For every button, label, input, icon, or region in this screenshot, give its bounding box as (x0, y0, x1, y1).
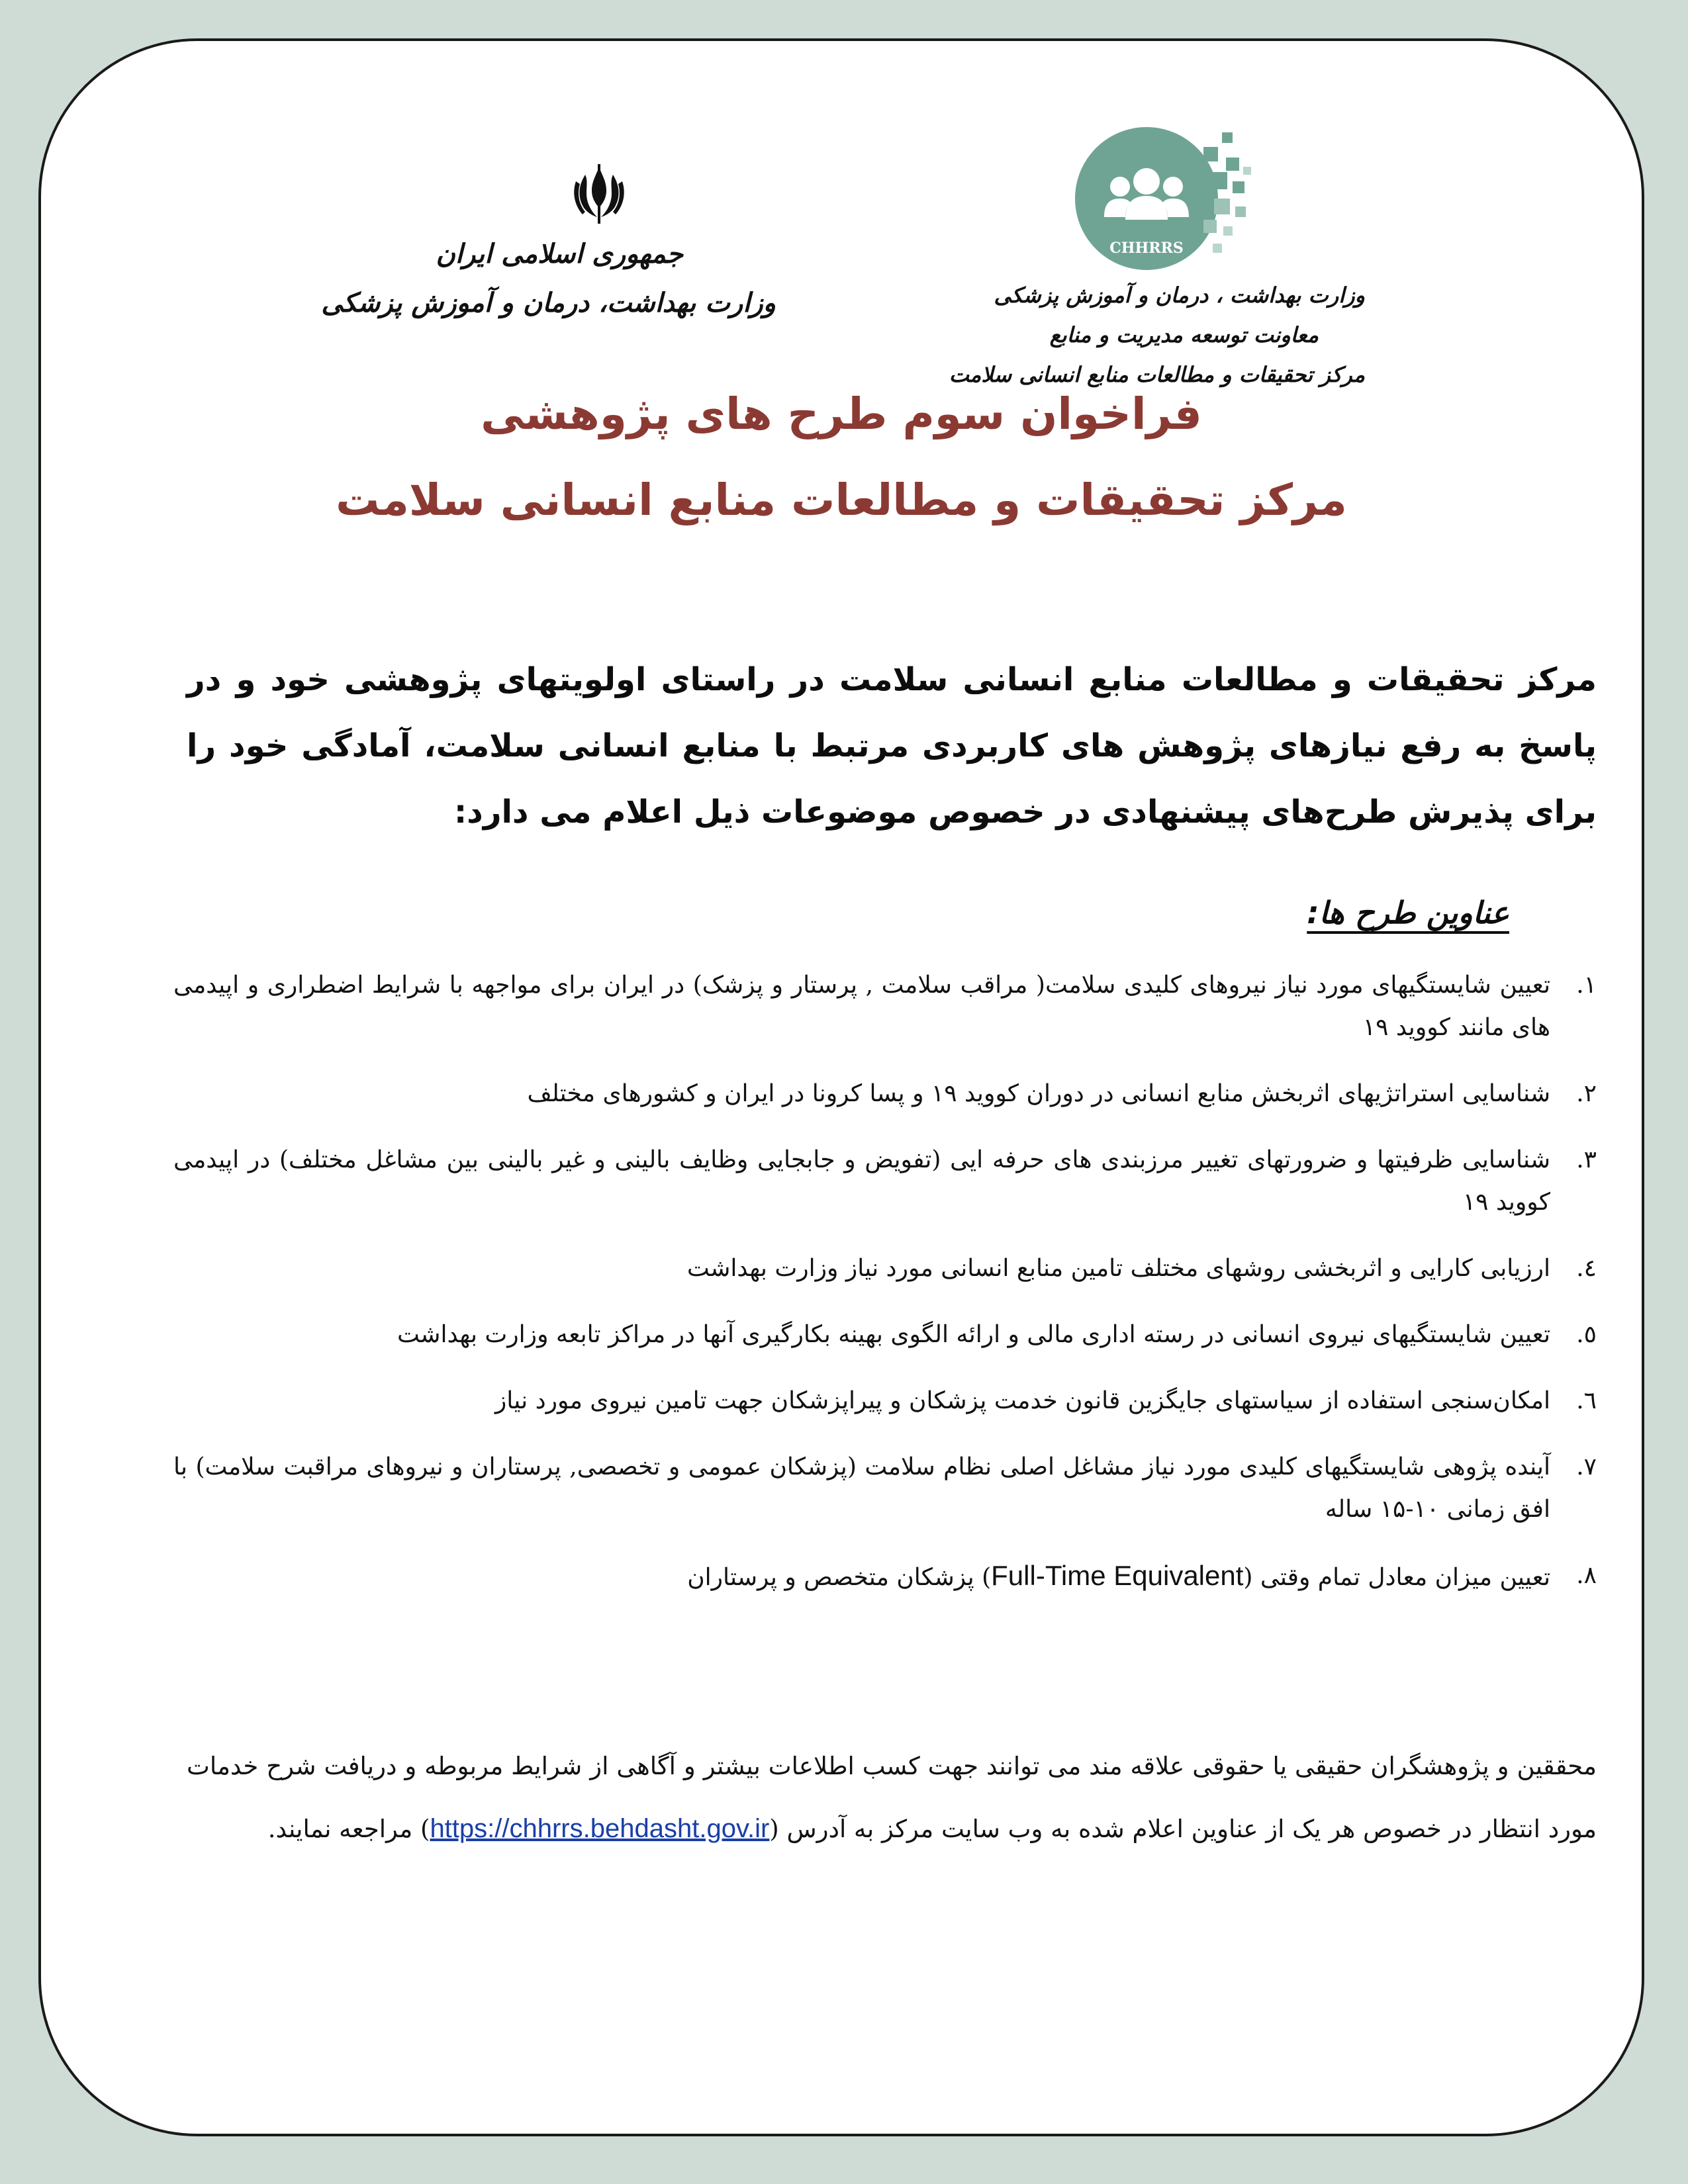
page-subtitle: مرکز تحقیقات و مطالعات منابع انسانی سلامت (336, 475, 1347, 525)
list-item (173, 1073, 1597, 1115)
item-number: ۸. (1576, 1562, 1597, 1589)
center-logo-line2: معاونت توسعه مدیریت و منابع (1049, 322, 1319, 347)
list-item (173, 1555, 1597, 1599)
item-number: ٦. (1576, 1387, 1597, 1414)
iran-emblem-icon (569, 161, 629, 228)
list-item (173, 1248, 1597, 1290)
item-text: شناسایی استراتژیهای اثربخش منابع انسانی در دوران کووید ۱۹ و پسا کرونا در ایران و کشورهای مختلف (527, 1080, 1550, 1107)
closing-text-part1: محققین و پژوهشگران حقیقی یا حقوقی علاقه مند می توانند جهت کسب اطلاعات بیشتر و آگاهی از شرایط مربوطه و دریافت شرح خدمات مورد انتظار در خصوص هر یک از عناوین اعلام شده به وب سایت مرکز به آدرس ( (187, 1752, 1597, 1843)
list-item (173, 1139, 1597, 1224)
item-number: ۷. (1576, 1453, 1597, 1480)
list-item (173, 1380, 1597, 1422)
list-item (173, 964, 1597, 1049)
list-item (173, 1314, 1597, 1356)
ministry-logo (321, 114, 782, 359)
item-text: شناسایی ظرفیتها و ضرورتهای تغییر مرزبندی های حرفه ایی (تفویض و جابجایی وظایف بالینی و غیر بالینی بین مشاغل مختلف) در اپیدمی کووید ۱۹ (173, 1146, 1550, 1216)
document-page (38, 38, 1644, 2136)
item-number: ۲. (1576, 1080, 1597, 1107)
item-number: ٥. (1576, 1321, 1597, 1348)
govt-logo-line1: جمهوری اسلامی ایران (436, 238, 683, 269)
item-text: تعیین شایستگیهای نیروی انسانی در رسته اداری مالی و ارائه الگوی بهینه بکارگیری آنها در مراکز تابعه وزارت بهداشت (397, 1321, 1550, 1348)
center-logo (949, 120, 1365, 418)
item-text: امکان‌سنجی استفاده از سیاستهای جایگزین قانون خدمت پزشکان و پیراپزشکان جهت تامین نیروی مورد نیاز (494, 1387, 1550, 1414)
govt-logo-line2: وزارت بهداشت، درمان و آموزش پزشکی (321, 287, 776, 318)
chhrrs-logo-graphic (1074, 120, 1259, 279)
item-text: آینده پژوهی شایستگیهای کلیدی مورد نیاز مشاغل اصلی نظام سلامت (پزشکان عمومی و تخصصی, پرستاران و نیروهای مراقبت سلامت) با افق زمانی ۱۰-۱۵ ساله (173, 1453, 1550, 1523)
item-text: ارزیابی کارایی و اثربخشی روشهای مختلف تامین منابع انسانی مورد نیاز وزارت بهداشت (686, 1255, 1550, 1282)
center-logo-line3: مرکز تحقیقات و مطالعات منابع انسانی سلامت (949, 362, 1365, 387)
topics-list (173, 964, 1597, 1623)
intro-paragraph: مرکز تحقیقات و مطالعات منابع انسانی سلامت در راستای اولویتهای پژوهشی خود و در پاسخ به رفع نیازهای پژوهش های کاربردی مرتبط با منابع انسانی سلامت، آمادگی خود را برای پذیرش طرح‌های پیشنهادی در خصوص موضوعات ذیل اعلام می دارد: (187, 661, 1597, 831)
website-link[interactable]: https://chhrrs.behdasht.gov.ir (430, 1814, 770, 1843)
item-text-latin: Full-Time Equivalent (991, 1560, 1244, 1591)
item-text: تعیین شایستگیهای مورد نیاز نیروهای کلیدی سلامت( مراقب سلامت , پرستار و پزشک) در ایران برای مواجهه با شرایط اضطراری و اپیدمی های مانند کووید ۱۹ (173, 972, 1550, 1041)
item-number: ۳. (1576, 1146, 1597, 1173)
closing-text-part2: ) مراجعه نمایند. (267, 1815, 430, 1843)
closing-paragraph (187, 1735, 1597, 1860)
section-heading: عناوین طرح ها: (1307, 895, 1509, 931)
logo-abbr: CHHRRS (1109, 240, 1184, 257)
list-item (173, 1446, 1597, 1531)
center-logo-line1: وزارت بهداشت ، درمان و آموزش پزشکی (994, 283, 1365, 308)
item-text-after: ) پزشکان متخصص و پرستاران (687, 1564, 992, 1591)
page-title: فراخوان سوم طرح های پژوهشی (481, 388, 1202, 439)
item-text-before: تعیین میزان معادل تمام وقتی ( (1243, 1564, 1550, 1591)
item-number: ٤. (1576, 1255, 1597, 1282)
item-number: ۱. (1576, 972, 1597, 999)
